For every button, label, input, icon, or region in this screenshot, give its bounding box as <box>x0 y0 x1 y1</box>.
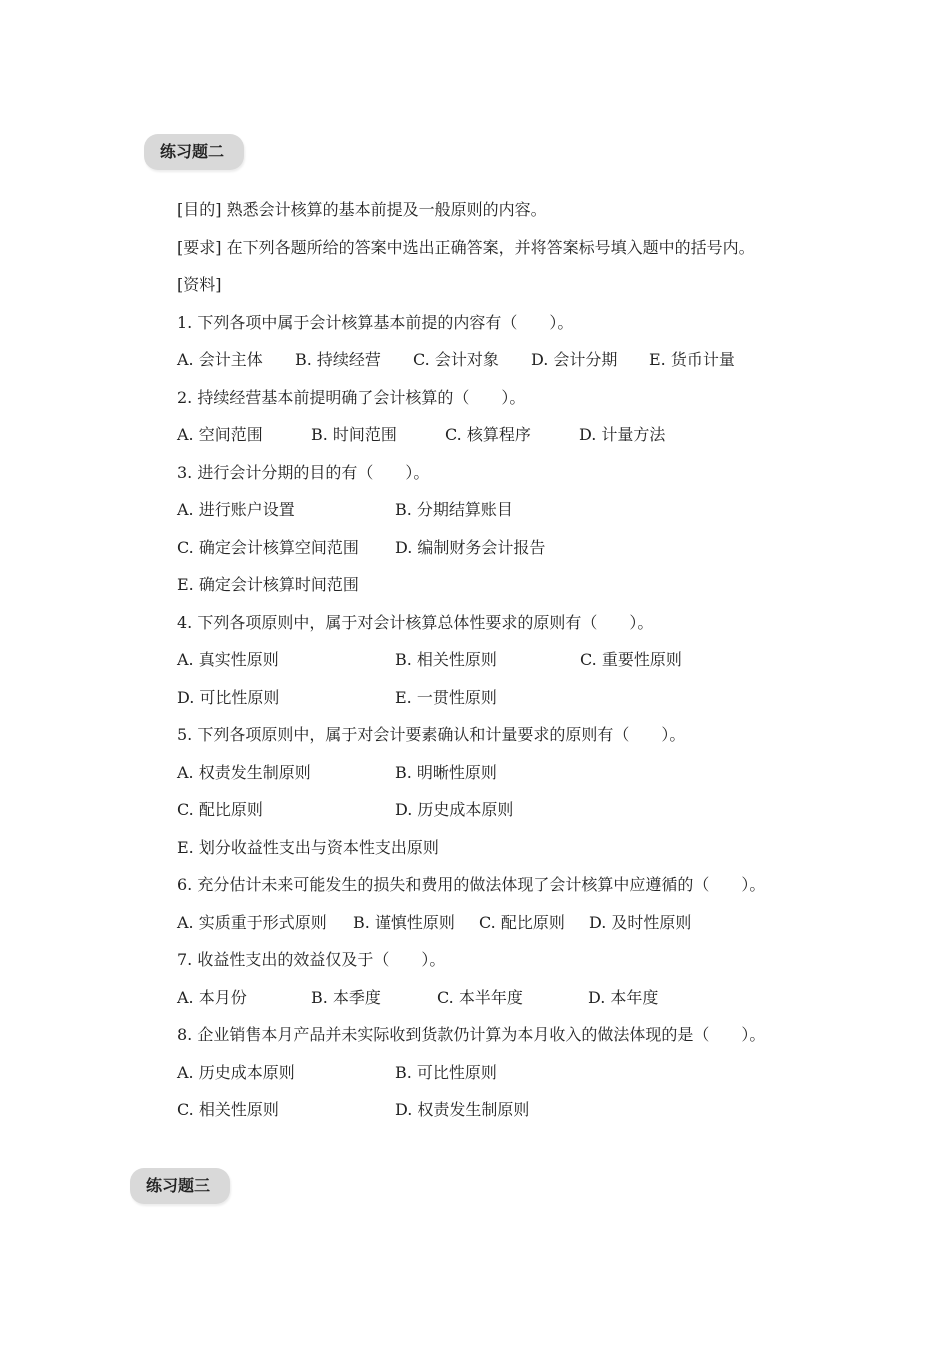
option-row <box>177 1095 837 1133</box>
option-row <box>177 795 837 833</box>
question-stem: 7. 收益性支出的效益仅及于（ ）。 <box>177 950 446 969</box>
option-row <box>177 420 837 458</box>
option: D. 权责发生制原则 <box>395 1100 530 1119</box>
question-stem: 1. 下列各项中属于会计核算基本前提的内容有（ ）。 <box>177 312 574 332</box>
section-title-exercise-2: 练习题二 <box>144 134 244 170</box>
option: E. 确定会计核算时间范围 <box>177 575 359 594</box>
option-row <box>177 570 837 608</box>
question-stem: 4. 下列各项原则中，属于对会计核算总体性要求的原则有（ ）。 <box>177 612 654 632</box>
option: C. 配比原则 <box>479 912 565 932</box>
question-stem: 5. 下列各项原则中，属于对会计要素确认和计量要求的原则有（ ）。 <box>177 725 686 744</box>
option: D. 计量方法 <box>579 425 666 444</box>
option: B. 明晰性原则 <box>395 762 497 782</box>
option-row <box>177 533 837 571</box>
option-row <box>177 683 837 721</box>
question-stem: 3. 进行会计分期的目的有（ ）。 <box>177 462 430 482</box>
option: A. 会计主体 <box>177 350 263 369</box>
option: E. 货币计量 <box>649 350 735 369</box>
material-line: [资料] <box>177 275 222 294</box>
option: C. 相关性原则 <box>177 1100 279 1119</box>
option: C. 配比原则 <box>177 800 263 819</box>
option-row <box>177 495 837 533</box>
option: B. 本季度 <box>311 987 381 1007</box>
option: A. 实质重于形式原则 <box>177 912 327 932</box>
option: B. 谨慎性原则 <box>353 912 455 932</box>
section-title-exercise-3: 练习题三 <box>130 1168 230 1204</box>
option-row <box>177 758 837 796</box>
option: A. 进行账户设置 <box>177 500 295 519</box>
purpose-line: [目的] 熟悉会计核算的基本前提及一般原则的内容。 <box>177 200 547 219</box>
option: D. 编制财务会计报告 <box>395 537 546 557</box>
option: B. 分期结算账目 <box>395 500 513 519</box>
option: C. 确定会计核算空间范围 <box>177 537 359 557</box>
option: B. 时间范围 <box>311 425 397 444</box>
option: A. 真实性原则 <box>177 650 279 669</box>
option: C. 重要性原则 <box>580 650 682 669</box>
option-row <box>177 345 837 383</box>
option: D. 会计分期 <box>531 350 618 369</box>
option: C. 核算程序 <box>445 425 531 444</box>
requirement-line: [要求] 在下列各题所给的答案中选出正确答案，并将答案标号填入题中的括号内。 <box>177 237 755 257</box>
option: D. 及时性原则 <box>589 912 692 932</box>
option-row <box>177 645 837 683</box>
question-stem: 6. 充分估计未来可能发生的损失和费用的做法体现了会计核算中应遵循的（ ）。 <box>177 875 766 894</box>
option: B. 相关性原则 <box>395 650 497 669</box>
option: D. 本年度 <box>588 987 659 1007</box>
option-row <box>177 833 837 871</box>
option: D. 历史成本原则 <box>395 800 514 819</box>
option: B. 可比性原则 <box>395 1062 497 1082</box>
option: C. 会计对象 <box>413 350 499 369</box>
option-row <box>177 908 837 946</box>
option: A. 本月份 <box>177 987 247 1007</box>
option: A. 权责发生制原则 <box>177 762 311 782</box>
option: D. 可比性原则 <box>177 687 280 707</box>
option: B. 持续经营 <box>295 350 381 369</box>
option: A. 空间范围 <box>177 425 263 444</box>
option-row <box>177 1058 837 1096</box>
option-row <box>177 983 837 1021</box>
option: E. 划分收益性支出与资本性支出原则 <box>177 837 439 857</box>
question-stem: 2. 持续经营基本前提明确了会计核算的（ ）。 <box>177 387 526 407</box>
option: C. 本半年度 <box>437 987 523 1007</box>
option: A. 历史成本原则 <box>177 1062 295 1082</box>
exercise-body <box>177 195 837 1133</box>
option: E. 一贯性原则 <box>395 687 497 707</box>
question-stem: 8. 企业销售本月产品并未实际收到货款仍计算为本月收入的做法体现的是（ ）。 <box>177 1025 766 1044</box>
